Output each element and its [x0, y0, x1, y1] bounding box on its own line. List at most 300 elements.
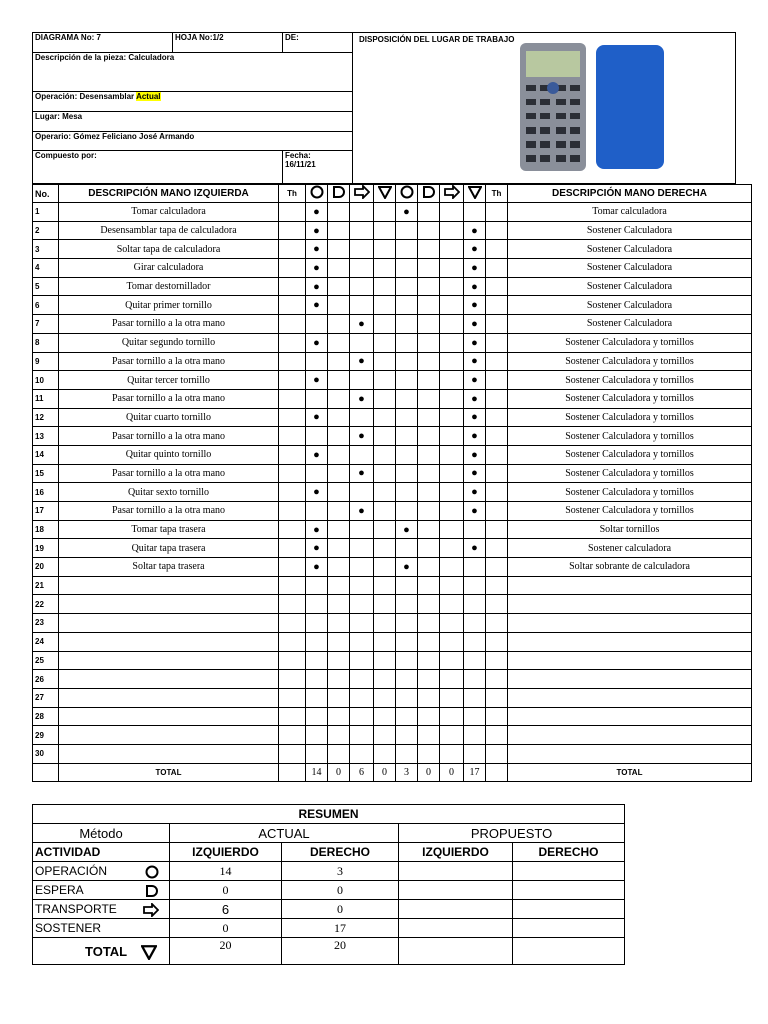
left-symbol-cell — [306, 726, 328, 745]
right-symbol-cell — [440, 688, 464, 707]
right-hand-description: Sostener Calculadora — [508, 240, 752, 259]
right-symbol-cell — [418, 315, 440, 334]
table-row — [33, 464, 752, 483]
left-symbol-cell — [374, 688, 396, 707]
left-symbol-cell — [328, 464, 350, 483]
total-left-operation: 14 — [306, 763, 328, 782]
right-symbol-cell — [440, 595, 464, 614]
th-left-cell — [279, 315, 306, 334]
right-symbol-cell — [396, 427, 418, 446]
th-right-cell — [486, 651, 508, 670]
right-symbol-cell: ● — [396, 203, 418, 222]
th-right-cell — [486, 427, 508, 446]
hold-icon — [374, 185, 396, 203]
left-hand-description: Pasar tornillo a la otra mano — [59, 352, 279, 371]
left-symbol-cell — [306, 614, 328, 633]
right-symbol-cell — [440, 614, 464, 633]
th-right-cell — [486, 744, 508, 763]
right-hand-description: Sostener Calculadora y tornillos — [508, 502, 752, 521]
left-symbol-cell — [350, 670, 374, 689]
left-symbol-cell — [350, 688, 374, 707]
row-number: 20 — [33, 558, 59, 577]
right-symbol-cell — [396, 445, 418, 464]
right-hand-description: Sostener Calculadora y tornillos — [508, 352, 752, 371]
right-symbol-cell — [440, 558, 464, 577]
th-right-cell — [486, 483, 508, 502]
left-symbol-cell: ● — [350, 427, 374, 446]
proposed-label: PROPUESTO — [399, 824, 625, 843]
th-left-cell — [279, 614, 306, 633]
left-hand-description — [59, 744, 279, 763]
right-symbol-cell — [418, 296, 440, 315]
row-number: 23 — [33, 614, 59, 633]
right-symbol-cell: ● — [464, 277, 486, 296]
left-symbol-cell — [306, 707, 328, 726]
left-hand-description: Soltar tapa de calculadora — [59, 240, 279, 259]
row-number: 27 — [33, 688, 59, 707]
left-hand-description — [59, 595, 279, 614]
right-symbol-cell — [464, 576, 486, 595]
transport-icon — [350, 185, 374, 203]
right-symbol-cell — [396, 632, 418, 651]
th-left-cell — [279, 744, 306, 763]
right-symbol-cell — [440, 502, 464, 521]
left-symbol-cell — [374, 614, 396, 633]
right-symbol-cell — [440, 670, 464, 689]
th-right-cell — [486, 539, 508, 558]
right-symbol-cell — [440, 520, 464, 539]
right-symbol-cell — [418, 502, 440, 521]
right-symbol-cell — [440, 632, 464, 651]
right-hand-description — [508, 744, 752, 763]
left-symbol-cell: ● — [306, 371, 328, 390]
right-hand-description: Tomar calculadora — [508, 203, 752, 222]
table-row — [33, 296, 752, 315]
summary-row-delay: ESPERA 0 0 — [33, 881, 625, 900]
activity-rows — [33, 203, 752, 764]
right-hand-description — [508, 576, 752, 595]
th-left-cell — [279, 389, 306, 408]
row-number: 15 — [33, 464, 59, 483]
th-right-cell — [486, 632, 508, 651]
right-symbol-cell — [440, 483, 464, 502]
th-left-cell — [279, 203, 306, 222]
left-symbol-cell — [328, 296, 350, 315]
right-symbol-cell — [440, 221, 464, 240]
right-symbol-cell — [464, 595, 486, 614]
right-symbol-cell — [440, 315, 464, 334]
right-symbol-cell — [440, 726, 464, 745]
right-symbol-cell — [440, 408, 464, 427]
left-symbol-cell — [328, 558, 350, 577]
left-symbol-cell — [350, 539, 374, 558]
right-hand-description — [508, 688, 752, 707]
left-symbol-cell — [306, 576, 328, 595]
right-hand-description: Sostener Calculadora — [508, 296, 752, 315]
left-symbol-cell — [328, 688, 350, 707]
th-right-cell — [486, 464, 508, 483]
left-symbol-cell — [350, 277, 374, 296]
left-symbol-cell — [328, 427, 350, 446]
left-symbol-cell — [328, 408, 350, 427]
th-left-cell — [279, 726, 306, 745]
right-hand-description: Sostener Calculadora y tornillos — [508, 483, 752, 502]
left-symbol-cell — [328, 445, 350, 464]
total-right-operation: 3 — [396, 763, 418, 782]
composed-by-field: Compuesto por: — [33, 151, 283, 184]
right-hand-description — [508, 595, 752, 614]
left-hand-description: Tomar calculadora — [59, 203, 279, 222]
left-symbol-cell — [374, 520, 396, 539]
right-hand-description — [508, 670, 752, 689]
right-symbol-cell — [440, 744, 464, 763]
right-symbol-cell — [396, 277, 418, 296]
left-symbol-cell — [350, 614, 374, 633]
left-hand-description: Pasar tornillo a la otra mano — [59, 389, 279, 408]
hold-icon — [141, 944, 157, 960]
right-symbol-cell: ● — [396, 520, 418, 539]
left-symbol-cell — [306, 389, 328, 408]
col-number: No. — [33, 185, 59, 203]
left-symbol-cell: ● — [306, 277, 328, 296]
th-right-cell — [486, 595, 508, 614]
right-hand-description: Sostener Calculadora y tornillos — [508, 408, 752, 427]
left-symbol-cell — [350, 632, 374, 651]
right-symbol-cell — [396, 744, 418, 763]
table-row — [33, 315, 752, 334]
table-row — [33, 240, 752, 259]
left-symbol-cell — [328, 744, 350, 763]
right-hand-description: Sostener Calculadora — [508, 221, 752, 240]
left-symbol-cell — [350, 707, 374, 726]
right-symbol-cell — [464, 632, 486, 651]
right-symbol-cell — [396, 595, 418, 614]
left-symbol-cell — [374, 408, 396, 427]
delay-icon — [328, 185, 350, 203]
right-symbol-cell — [418, 520, 440, 539]
table-row — [33, 352, 752, 371]
right-symbol-cell — [418, 670, 440, 689]
th-right-cell — [486, 221, 508, 240]
right-symbol-cell — [396, 670, 418, 689]
right-symbol-cell — [396, 726, 418, 745]
table-row — [33, 259, 752, 278]
left-hand-description: Soltar tapa trasera — [59, 558, 279, 577]
left-hand-description — [59, 688, 279, 707]
left-symbol-cell — [374, 539, 396, 558]
th-right-cell — [486, 333, 508, 352]
th-right-cell — [486, 389, 508, 408]
left-symbol-cell — [306, 744, 328, 763]
th-left-cell — [279, 632, 306, 651]
table-row — [33, 576, 752, 595]
table-row — [33, 277, 752, 296]
operation-highlight: Actual — [136, 91, 161, 101]
right-symbol-cell — [440, 203, 464, 222]
left-hand-description: Quitar segundo tornillo — [59, 333, 279, 352]
right-symbol-cell — [440, 389, 464, 408]
table-row — [33, 688, 752, 707]
process-chart — [32, 32, 735, 782]
row-number: 1 — [33, 203, 59, 222]
date-field: Fecha: 16/11/21 — [283, 151, 353, 184]
right-symbol-cell — [418, 427, 440, 446]
right-symbol-cell — [396, 576, 418, 595]
row-number: 11 — [33, 389, 59, 408]
hold-icon — [464, 185, 486, 203]
left-hand-description: Pasar tornillo a la otra mano — [59, 464, 279, 483]
right-hand-description: Sostener Calculadora y tornillos — [508, 464, 752, 483]
left-symbol-cell — [328, 203, 350, 222]
th-right-cell — [486, 296, 508, 315]
left-hand-description — [59, 707, 279, 726]
activity-table — [32, 184, 752, 782]
right-symbol-cell — [418, 576, 440, 595]
right-symbol-cell: ● — [464, 371, 486, 390]
th-left-cell — [279, 595, 306, 614]
operation-icon — [396, 185, 418, 203]
right-symbol-cell — [440, 651, 464, 670]
right-symbol-cell — [418, 744, 440, 763]
th-right-cell — [486, 371, 508, 390]
right-symbol-cell — [418, 240, 440, 259]
right-symbol-cell — [440, 539, 464, 558]
left-symbol-cell — [328, 240, 350, 259]
actual-right-label: DERECHO — [282, 843, 399, 862]
left-symbol-cell: ● — [306, 483, 328, 502]
left-symbol-cell: ● — [350, 464, 374, 483]
right-symbol-cell — [464, 744, 486, 763]
right-symbol-cell — [464, 726, 486, 745]
right-symbol-cell: ● — [464, 408, 486, 427]
right-symbol-cell — [418, 221, 440, 240]
table-row — [33, 707, 752, 726]
th-left-cell — [279, 558, 306, 577]
th-right-cell — [486, 670, 508, 689]
operation-icon — [145, 865, 159, 879]
right-symbol-cell — [418, 632, 440, 651]
left-symbol-cell: ● — [306, 558, 328, 577]
row-number: 26 — [33, 670, 59, 689]
row-number: 7 — [33, 315, 59, 334]
row-number: 8 — [33, 333, 59, 352]
th-right-cell — [486, 726, 508, 745]
left-symbol-cell — [306, 427, 328, 446]
left-symbol-cell: ● — [306, 445, 328, 464]
row-number: 25 — [33, 651, 59, 670]
right-symbol-cell — [396, 483, 418, 502]
summary-row-total: TOTAL 20 20 — [33, 938, 625, 965]
left-symbol-cell — [374, 352, 396, 371]
table-row — [33, 558, 752, 577]
piece-description: Descripción de la pieza: Calculadora — [33, 52, 353, 91]
left-symbol-cell — [350, 744, 374, 763]
th-right-cell — [486, 445, 508, 464]
left-hand-description — [59, 632, 279, 651]
row-number: 13 — [33, 427, 59, 446]
right-symbol-cell — [396, 352, 418, 371]
left-hand-description — [59, 670, 279, 689]
right-hand-description — [508, 651, 752, 670]
th-right-cell — [486, 707, 508, 726]
left-symbol-cell — [374, 595, 396, 614]
th-left-cell — [279, 483, 306, 502]
table-row — [33, 502, 752, 521]
proposed-left-label: IZQUIERDO — [399, 843, 513, 862]
left-symbol-cell — [306, 632, 328, 651]
right-symbol-cell — [396, 296, 418, 315]
left-hand-description: Tomar destornillador — [59, 277, 279, 296]
left-symbol-cell — [374, 744, 396, 763]
row-number: 5 — [33, 277, 59, 296]
left-hand-description — [59, 726, 279, 745]
right-symbol-cell — [396, 221, 418, 240]
right-symbol-cell — [464, 614, 486, 633]
left-symbol-cell: ● — [306, 203, 328, 222]
left-symbol-cell — [374, 632, 396, 651]
row-number: 6 — [33, 296, 59, 315]
actual-label: ACTUAL — [170, 824, 399, 843]
left-symbol-cell — [350, 520, 374, 539]
th-right-cell — [486, 520, 508, 539]
table-row — [33, 632, 752, 651]
right-symbol-cell — [440, 333, 464, 352]
total-right-hold: 17 — [464, 763, 486, 782]
right-symbol-cell — [418, 651, 440, 670]
th-left-cell — [279, 221, 306, 240]
right-symbol-cell — [440, 445, 464, 464]
right-symbol-cell — [418, 445, 440, 464]
workplace-layout — [353, 33, 736, 184]
table-row — [33, 595, 752, 614]
left-hand-description: Quitar tercer tornillo — [59, 371, 279, 390]
left-symbol-cell — [374, 445, 396, 464]
left-symbol-cell — [306, 464, 328, 483]
right-symbol-cell — [418, 483, 440, 502]
right-symbol-cell — [418, 707, 440, 726]
right-symbol-cell — [418, 259, 440, 278]
th-left-cell — [279, 445, 306, 464]
th-left-cell — [279, 240, 306, 259]
row-number: 18 — [33, 520, 59, 539]
right-symbol-cell: ● — [464, 389, 486, 408]
left-symbol-cell — [374, 221, 396, 240]
transport-icon — [143, 903, 159, 917]
row-number: 30 — [33, 744, 59, 763]
th-right-cell — [486, 576, 508, 595]
right-symbol-cell — [464, 688, 486, 707]
right-symbol-cell: ● — [464, 464, 486, 483]
left-symbol-cell — [350, 221, 374, 240]
left-symbol-cell — [374, 651, 396, 670]
left-symbol-cell — [328, 502, 350, 521]
th-left-cell — [279, 707, 306, 726]
left-symbol-cell: ● — [350, 315, 374, 334]
header-table — [32, 32, 736, 184]
left-symbol-cell — [374, 333, 396, 352]
right-symbol-cell — [440, 464, 464, 483]
summary-row-hold: SOSTENER 0 17 — [33, 919, 625, 938]
table-row — [33, 221, 752, 240]
th-right-cell — [486, 502, 508, 521]
left-symbol-cell — [374, 464, 396, 483]
activity-label: ACTIVIDAD — [33, 843, 170, 862]
left-symbol-cell — [374, 259, 396, 278]
left-symbol-cell: ● — [350, 352, 374, 371]
left-symbol-cell — [328, 670, 350, 689]
calculator-image — [518, 43, 668, 173]
th-right-cell — [486, 558, 508, 577]
left-hand-description: Pasar tornillo a la otra mano — [59, 502, 279, 521]
right-symbol-cell — [418, 389, 440, 408]
right-symbol-cell — [464, 707, 486, 726]
left-symbol-cell — [374, 670, 396, 689]
right-symbol-cell — [464, 558, 486, 577]
row-number: 12 — [33, 408, 59, 427]
right-symbol-cell — [464, 520, 486, 539]
operation-field: Operación: Desensamblar Actual — [33, 91, 353, 111]
right-symbol-cell — [464, 203, 486, 222]
left-symbol-cell — [328, 259, 350, 278]
right-symbol-cell: ● — [464, 259, 486, 278]
left-symbol-cell — [350, 445, 374, 464]
right-symbol-cell — [396, 240, 418, 259]
right-symbol-cell: ● — [396, 558, 418, 577]
right-symbol-cell — [440, 296, 464, 315]
left-hand-description: Pasar tornillo a la otra mano — [59, 315, 279, 334]
right-symbol-cell — [396, 688, 418, 707]
row-number: 3 — [33, 240, 59, 259]
left-symbol-cell — [374, 296, 396, 315]
left-symbol-cell — [328, 333, 350, 352]
th-left-cell — [279, 427, 306, 446]
diagram-number: DIAGRAMA No: 7 — [33, 33, 173, 53]
table-row — [33, 483, 752, 502]
left-symbol-cell — [350, 259, 374, 278]
total-right-transport: 0 — [440, 763, 464, 782]
right-symbol-cell — [396, 408, 418, 427]
table-row — [33, 445, 752, 464]
th-left-cell — [279, 464, 306, 483]
left-symbol-cell — [328, 614, 350, 633]
th-left-cell — [279, 539, 306, 558]
left-symbol-cell: ● — [306, 520, 328, 539]
th-right-cell — [486, 240, 508, 259]
left-symbol-cell: ● — [306, 539, 328, 558]
col-th-left: Th — [279, 185, 306, 203]
right-symbol-cell: ● — [464, 240, 486, 259]
left-symbol-cell — [328, 352, 350, 371]
table-row — [33, 520, 752, 539]
total-left-hold: 0 — [374, 763, 396, 782]
left-symbol-cell — [374, 427, 396, 446]
right-hand-description — [508, 707, 752, 726]
right-symbol-cell — [418, 539, 440, 558]
col-th-right: Th — [486, 185, 508, 203]
right-hand-description — [508, 726, 752, 745]
right-hand-description: Soltar tornillos — [508, 520, 752, 539]
right-symbol-cell — [440, 352, 464, 371]
left-hand-description: Tomar tapa trasera — [59, 520, 279, 539]
right-hand-description: Soltar sobrante de calculadora — [508, 558, 752, 577]
row-number: 9 — [33, 352, 59, 371]
delay-icon — [145, 884, 159, 898]
left-symbol-cell — [350, 576, 374, 595]
row-number: 24 — [33, 632, 59, 651]
transport-icon — [440, 185, 464, 203]
table-row — [33, 614, 752, 633]
right-symbol-cell — [396, 614, 418, 633]
